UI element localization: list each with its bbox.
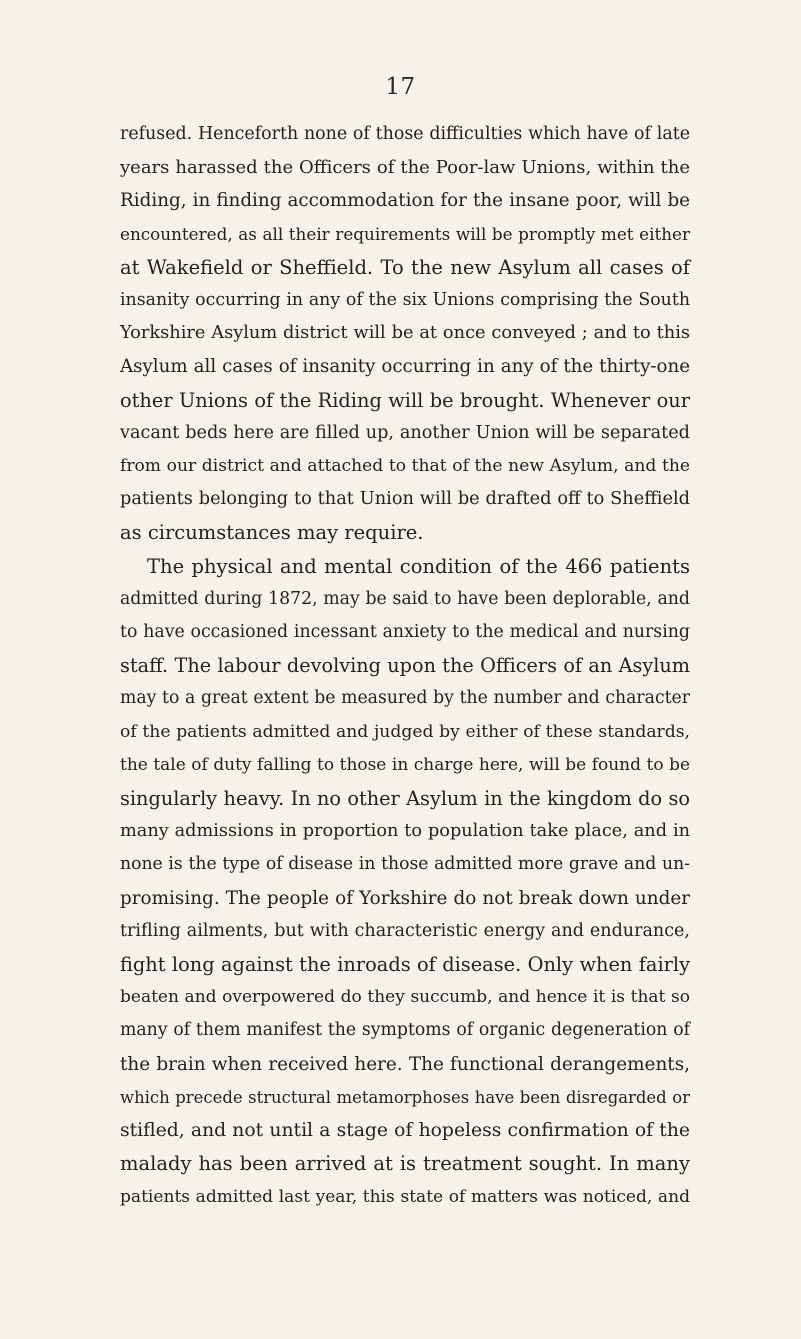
text-line: Yorkshire Asylum district will be at once conveyed ; and to this <box>120 323 690 344</box>
text-line: patients admitted last year, this state of matters was noticed, and <box>120 1186 690 1207</box>
paragraph-start-line: The physical and mental condition of the 466 patients <box>147 554 690 578</box>
text-line: which precede structural metamorphoses have been disregarded or <box>120 1087 690 1107</box>
body-text <box>120 118 690 1214</box>
text-line: beaten and overpowered do they succumb, and hence it is that so <box>120 987 690 1008</box>
text-line: patients belonging to that Union will be drafted off to Sheffield <box>120 489 690 510</box>
text-line: promising. The people of Yorkshire do not break down under <box>120 887 690 909</box>
text-line: to have occasioned incessant anxiety to the medical and nursing <box>120 622 690 643</box>
text-line: stifled, and not until a stage of hopeless confirmation of the <box>120 1120 690 1142</box>
text-line: at Wakefield or Sheffield. To the new Asylum all cases of <box>120 255 690 279</box>
text-line: the brain when received here. The functional derangements, <box>120 1053 690 1075</box>
text-line: of the patients admitted and judged by either of these standards, <box>120 721 690 742</box>
text-line: encountered, as all their requirements will be promptly met either <box>120 223 690 244</box>
text-line: fight long against the inroads of disease. Only when fairly <box>120 953 690 977</box>
text-line: Riding, in finding accommodation for the insane poor, will be <box>120 190 690 212</box>
text-line: many admissions in proportion to population take place, and in <box>120 821 690 842</box>
text-line: years harassed the Officers of the Poor-law Unions, within the <box>120 157 690 179</box>
text-line: refused. Henceforth none of those difficulties which have of late <box>120 124 690 144</box>
text-line: singularly heavy. In no other Asylum in the kingdom do so <box>120 787 690 811</box>
text-line: trifling ailments, but with characteristic energy and endurance, <box>120 920 690 941</box>
text-line: the tale of duty falling to those in charge here, will be found to be <box>120 754 690 775</box>
page-number: 17 <box>385 74 416 100</box>
text-line: none is the type of disease in those admitted more grave and un- <box>120 854 690 875</box>
text-line: admitted during 1872, may be said to have been deplorable, and <box>120 588 690 609</box>
text-line: other Unions of the Riding will be brought. Whenever our <box>120 388 690 412</box>
text-line: Asylum all cases of insanity occurring in any of the thirty-one <box>120 356 690 378</box>
text-line: staff. The labour devolving upon the Officers of an Asylum <box>120 654 690 678</box>
text-line: vacant beds here are filled up, another Union will be separated <box>120 422 690 443</box>
text-line: malady has been arrived at is treatment sought. In many <box>120 1152 690 1176</box>
text-line: as circumstances may require. <box>120 521 424 545</box>
text-line: many of them manifest the symptoms of organic degeneration of <box>120 1020 690 1041</box>
text-line: from our district and attached to that of the new Asylum, and the <box>120 456 690 477</box>
text-line: insanity occurring in any of the six Unions comprising the South <box>120 290 690 311</box>
text-line: may to a great extent be measured by the number and character <box>120 688 690 709</box>
